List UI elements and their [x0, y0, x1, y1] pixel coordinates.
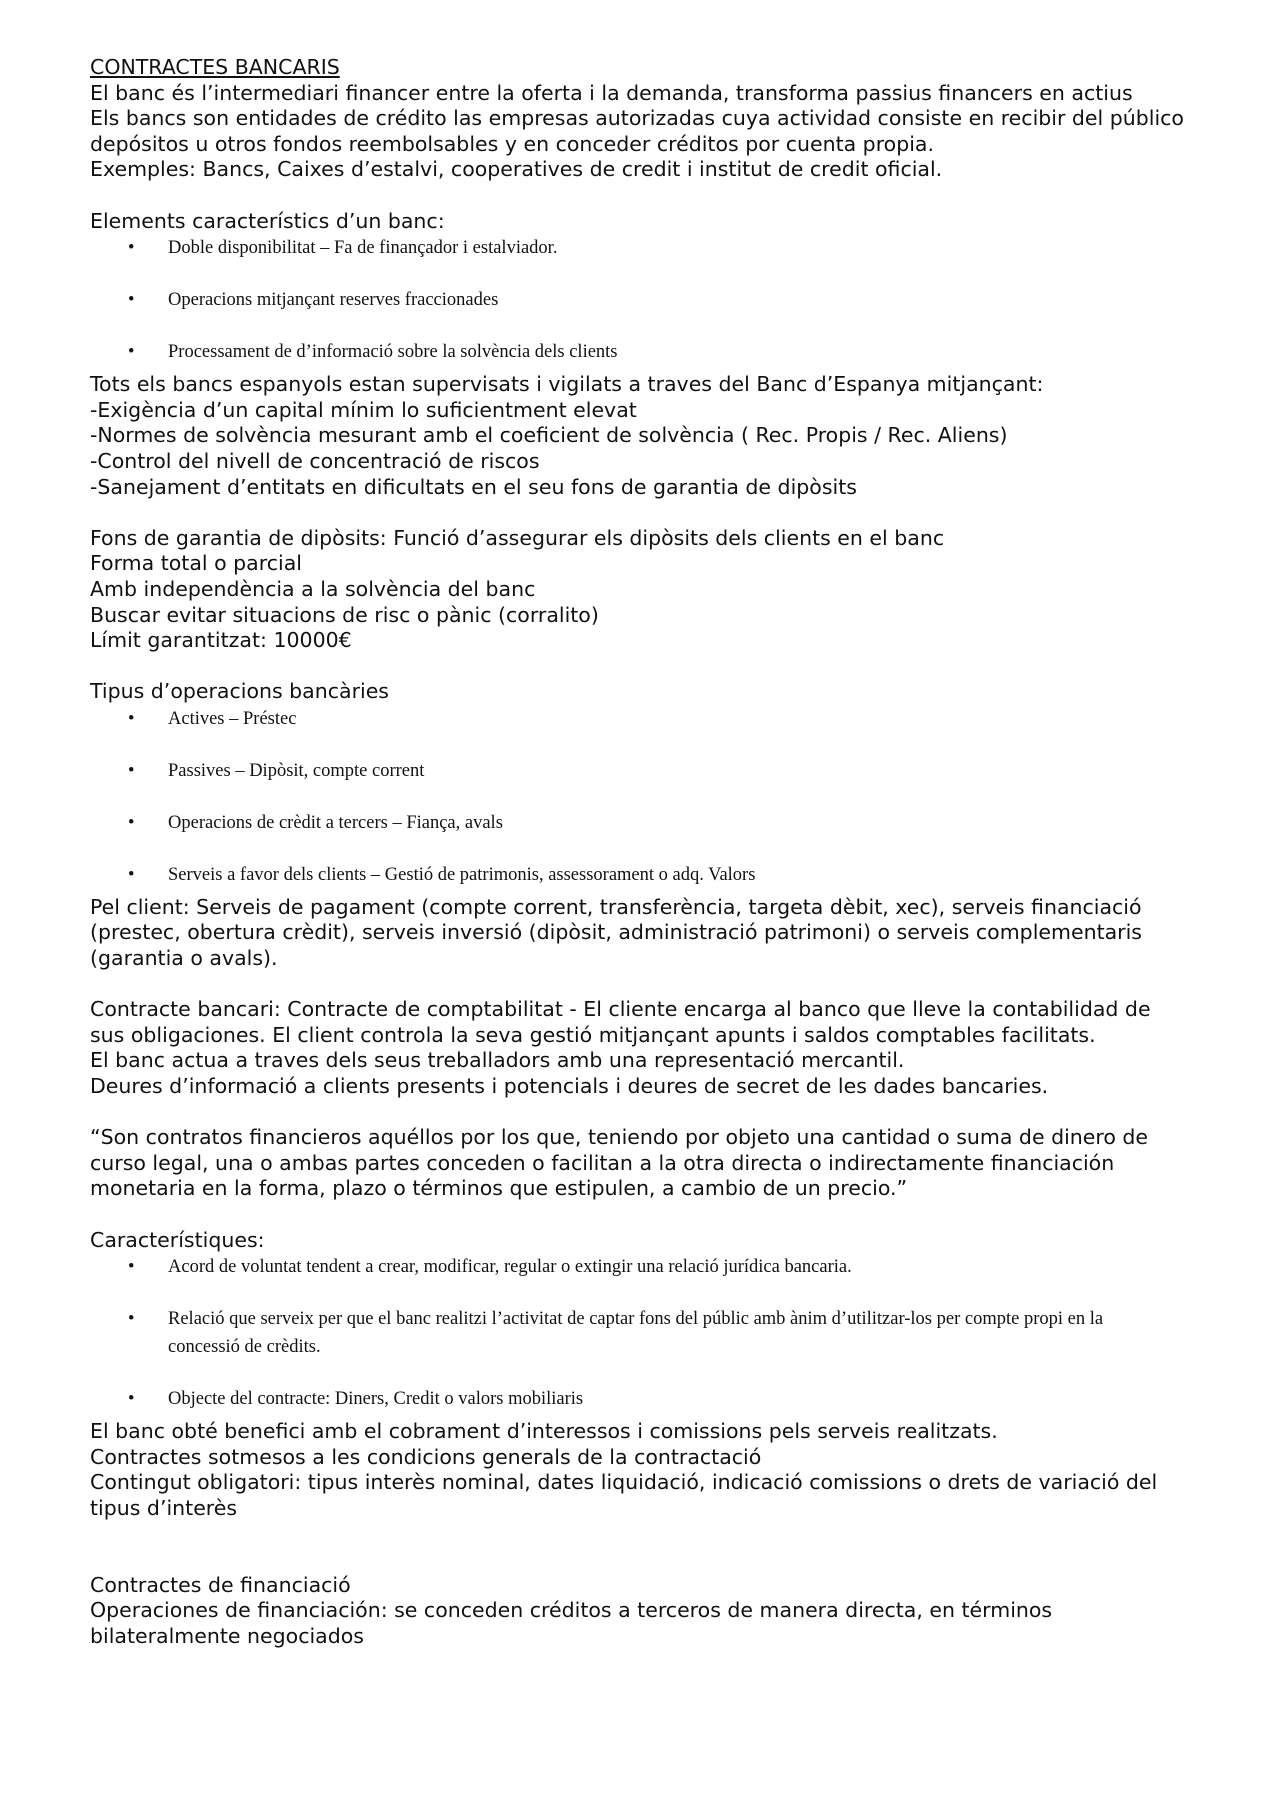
bullet-icon: •	[128, 1389, 135, 1410]
quote-line: monetaria en la forma, plazo o términos que estipulen, a cambio de un precio.”	[90, 1176, 908, 1201]
list-item: • Passives – Dipòsit, compte corrent	[90, 757, 1210, 785]
fons-line: Límit garantitzat: 10000€	[90, 628, 352, 653]
benefici-line: Contingut obligatori: tipus interès nominal, dates liquidació, indicació comissions o drets de variació del	[90, 1470, 1158, 1495]
client-line: Pel client: Serveis de pagament (compte corrent, transferència, targeta dèbit, xec), serveis financiació	[90, 894, 1142, 919]
intro-line: El banc és l’intermediari financer entre la oferta i la demanda, transforma passius financers en actius	[90, 80, 1133, 105]
list-item: • Operacions de crèdit a tercers – Fiança, avals	[90, 809, 1210, 837]
bullet-icon: •	[128, 290, 135, 311]
list-item: • Processament de d’informació sobre la solvència dels clients	[90, 338, 1210, 366]
client-line: (garantia o avals).	[90, 946, 278, 971]
list-item: • Actives – Préstec	[90, 705, 1210, 733]
list-item: • Operacions mitjançant reserves fraccionades	[90, 286, 1210, 314]
caracteristiques-heading: Característiques:	[90, 1227, 265, 1252]
fons-line: Amb independència a la solvència del banc	[90, 576, 536, 601]
bullet-icon: •	[128, 1257, 135, 1278]
bullet-icon: •	[128, 760, 135, 781]
contracte-line: El banc actua a traves dels seus treballadors amb una representació mercantil.	[90, 1048, 905, 1073]
intro-line: Exemples: Bancs, Caixes d’estalvi, cooperatives de credit i institut de credit oficial.	[90, 157, 943, 182]
financiacio-line: bilateralmente negociados	[90, 1623, 364, 1648]
financiacio-heading: Contractes de financiació	[90, 1572, 351, 1597]
benefici-line: El banc obté benefici amb el cobrament d’interessos i comissions pels serveis realitzats.	[90, 1419, 998, 1444]
caracteristiques-list	[90, 1253, 1210, 1413]
document-page	[90, 55, 1210, 1649]
fons-line: Fons de garantia de dipòsits: Funció d’assegurar els dipòsits dels clients en el banc	[90, 525, 945, 550]
contracte-line: sus obligaciones. El client controla la seva gestió mitjançant apunts i saldos comptables facilitats.	[90, 1022, 1096, 1047]
benefici-line: tipus d’interès	[90, 1495, 238, 1520]
intro-line: depósitos u otros fondos reembolsables y en conceder créditos por cuenta propia.	[90, 131, 935, 156]
elements-heading: Elements característics d’un banc:	[90, 208, 445, 233]
bullet-icon: •	[128, 864, 135, 885]
bullet-icon: •	[128, 238, 135, 259]
fons-line: Forma total o parcial	[90, 551, 302, 576]
bullet-icon: •	[128, 1309, 135, 1330]
supervision-line: -Control del nivell de concentració de riscos	[90, 448, 540, 473]
contracte-line: Deures d’informació a clients presents i potencials i deures de secret de les dades bancaries.	[90, 1074, 1049, 1099]
supervision-line: -Sanejament d’entitats en dificultats en el seu fons de garantia de dipòsits	[90, 474, 857, 499]
quote-line: “Son contratos financieros aquéllos por los que, teniendo por objeto una cantidad o suma de dinero de	[90, 1125, 1149, 1150]
tipus-heading: Tipus d’operacions bancàries	[90, 679, 389, 704]
quote-line: curso legal, una o ambas partes conceden o facilitan a la otra directa o indirectamente financiación	[90, 1150, 1115, 1175]
list-item: • Serveis a favor dels clients – Gestió de patrimonis, assessorament o adq. Valors	[90, 861, 1210, 889]
tipus-list	[90, 705, 1210, 889]
financiacio-line: Operaciones de financiación: se conceden créditos a terceros de manera directa, en términos	[90, 1598, 1053, 1623]
list-item: • Acord de voluntat tendent a crear, modificar, regular o extingir una relació jurídica bancaria.	[90, 1253, 1210, 1281]
list-item: • Relació que serveix per que el banc realitzi l’activitat de captar fons del públic amb ànim d’utilitzar-los per compte propi en la concessió de crèdits.	[90, 1305, 1210, 1361]
bullet-icon: •	[128, 812, 135, 833]
supervision-line: -Exigència d’un capital mínim lo suficientment elevat	[90, 397, 637, 422]
bullet-icon: •	[128, 708, 135, 729]
elements-list	[90, 234, 1210, 366]
list-item: • Objecte del contracte: Diners, Credit o valors mobiliaris	[90, 1385, 1210, 1413]
supervision-line: -Normes de solvència mesurant amb el coeficient de solvència ( Rec. Propis / Rec. Aliens)	[90, 423, 1008, 448]
benefici-line: Contractes sotmesos a les condicions generals de la contractació	[90, 1444, 762, 1469]
list-item: • Doble disponibilitat – Fa de finançador i estalviador.	[90, 234, 1210, 262]
supervision-line: Tots els bancs espanyols estan supervisats i vigilats a traves del Banc d’Espanya mitjançant:	[90, 372, 1044, 397]
bullet-icon: •	[128, 342, 135, 363]
fons-line: Buscar evitar situacions de risc o pànic (corralito)	[90, 602, 599, 627]
document-title: CONTRACTES BANCARIS	[90, 55, 340, 79]
intro-line: Els bancs son entidades de crédito las empresas autorizadas cuya actividad consiste en recibir del público	[90, 106, 1184, 131]
client-line: (prestec, obertura crèdit), serveis inversió (dipòsit, administració patrimoni) o serveis complementaris	[90, 920, 1142, 945]
contracte-line: Contracte bancari: Contracte de comptabilitat - El cliente encarga al banco que lleve la contabilidad de	[90, 997, 1151, 1022]
